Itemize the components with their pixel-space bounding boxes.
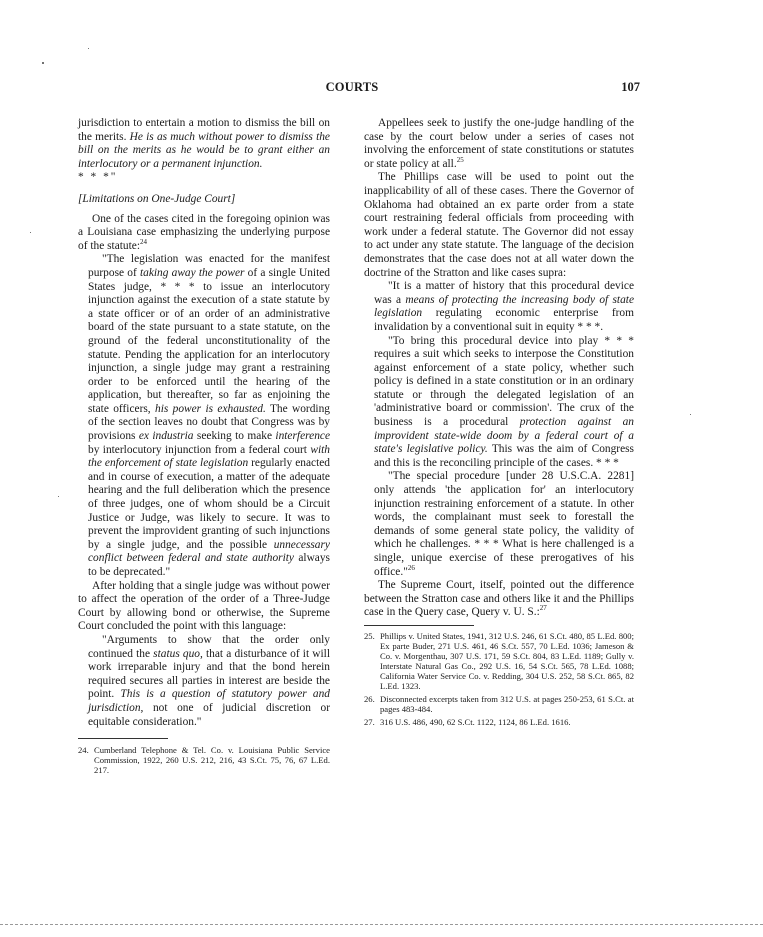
scan-speck (30, 232, 31, 233)
paragraph: jurisdiction to entertain a motion to dismiss the bill on the merits. He is as much without power to dismiss the bill on the merits as he would be to grant either an interlocutory or a permanent injunction. * * *" (78, 117, 330, 184)
running-header: COURTS (325, 80, 379, 94)
footnote-ref: 27 (539, 604, 547, 613)
paragraph: Appellees seek to justify the one-judge handling of the case by the court below under a series of cases not involving the enforcement of state constitutions or statutes or state policy at all.$^{25}$ (364, 117, 634, 170)
footnote-rule (364, 625, 474, 626)
left-column (78, 117, 330, 778)
paragraph: After holding that a single judge was without power to affect the operation of the order of a Three-Judge Court by allowing bond or otherwise, the Supreme Court concluded the point with this language: (78, 579, 330, 633)
scan-speck (88, 48, 89, 49)
footnote-ref: 26 (407, 563, 415, 572)
scan-speck (42, 62, 44, 64)
footnote-rule (78, 738, 168, 739)
footnote-ref: 24 (140, 237, 147, 246)
ellipsis-stars: * * *" (78, 171, 118, 184)
footnote: 24. Cumberland Telephone & Tel. Co. v. Louisiana Public Service Commission, 1922, 260 U.S. 212, 216, 43 S.Ct. 75, 76, 67 L.Ed. 217. (78, 745, 330, 776)
block-quote: "It is a matter of history that this procedural device was a means of protecting the increasing body of state legislation regulating economic enterprise from invalidation by a conventional suit in equity * * *. "To bring this procedural device into play * * * requires a suit which seeks to interpose the Constitution against enforcement of a state policy, whether such policy is defined in a state constitution or in an ordinary statute or through the delegated legislation of an 'administrative board or commission'. The crux of the business is a procedural protection against an improvident state-wide doom by a federal court of a state's legislative policy. This was the aim of Congress and this is the reconciling principle of the cases. * * * "The special procedure [under 28 U.S.C.A. 2281] only attends 'the application for' an interlocutory injunction restraining enforcement of a statute. In other words, the complainant must seek to forestall the demands of some general state policy, the validity of which he challenges. * * * What is here challenged is a single, unique exercise of these prerogatives of his office."$^{26}$ (374, 280, 635, 578)
footnote-ref: 25 (456, 155, 464, 164)
scan-speck (690, 414, 691, 415)
footnote: 26. Disconnected excerpts taken from 312 U.S. at pages 250-253, 61 S.Ct. at pages 483-484. (364, 693, 634, 714)
footnote: 25. Phillips v. United States, 1941, 312 U.S. 246, 61 S.Ct. 480, 85 L.Ed. 800; Ex parte Buder, 271 U.S. 461, 46 S.Ct. 557, 70 L.Ed. 1036; Jameson & Co. v. Morgenthau, 307 U.S. 171, 59 S.Ct. 804, 83 L.Ed. 1189; Gully v. Interstate Natural Gas Co., 292 U.S. 16, 54 S.Ct. 565, 78 L.Ed. 1088; California Water Service Co. v. Redding, 304 U.S. 252, 58 S.Ct. 865, 82 L.Ed. 1323. (364, 630, 634, 691)
section-subheading: [Limitations on One-Judge Court] (78, 192, 236, 205)
paragraph: The Supreme Court, itself, pointed out the difference between the Stratton case and others like it and the Phillips case in the Query case, Query v. U. S.:$^{27}$ (364, 579, 634, 619)
page-number: 107 (621, 80, 640, 94)
paragraph: One of the cases cited in the foregoing opinion was a Louisiana case emphasizing the underlying purpose of the statute:$^{24}$ (78, 212, 330, 252)
scan-speck (58, 496, 59, 497)
right-column (364, 117, 634, 730)
block-quote: "Arguments to show that the order only continued the status quo, that a disturbance of it will work irreparable injury and that the bond herein required secures all parties in interest are beside the point. This is a question of statutory power and jurisdiction, not one of judicial discretion or equitable consideration." (88, 633, 331, 728)
paragraph: The Phillips case will be used to point out the inapplicability of all of these cases. There the Governor of Oklahoma had obtained an ex parte order from a state court restraining federal officials from proceeding with work under a federal statute. The Governor did not essay to act under any state statute. The language of the decision demonstrates that the case does not at all water down the doctrine of the Stratton and like cases supra: (364, 171, 634, 279)
block-quote: "The legislation was enacted for the manifest purpose of taking away the power of a single United States judge, * * * to issue an interlocutory injunction against the execution of a state statute by a state officer or of an order of an administrative board of the state pursuant to a state statute, on the ground of the federal unconstitutionality of the statute. Pending the application for an interlocutory injunction, a single judge may grant a restraining order to be enforced until the hearing of the application, but thereafter, so far as enjoining the state officers, his power is exhausted. The wording of the section leaves no doubt that Congress was by provisions ex industria seeking to make interference by interlocutory injunction from a federal court with the enforcement of state legislation regularly enacted and in course of execution, a matter of the adequate hearing and the full deliberation which the presence of three judges, one of whom should be a Circuit Justice or Judge, was likely to secure. It was to prevent the improvident granting of such injunctions by a single judge, and the possible unnecessary conflict between federal and state authority always to be deprecated." (88, 253, 331, 578)
scan-edge-line (0, 924, 763, 925)
footnote: 27. 316 U.S. 486, 490, 62 S.Ct. 1122, 1124, 86 L.Ed. 1616. (364, 716, 571, 727)
